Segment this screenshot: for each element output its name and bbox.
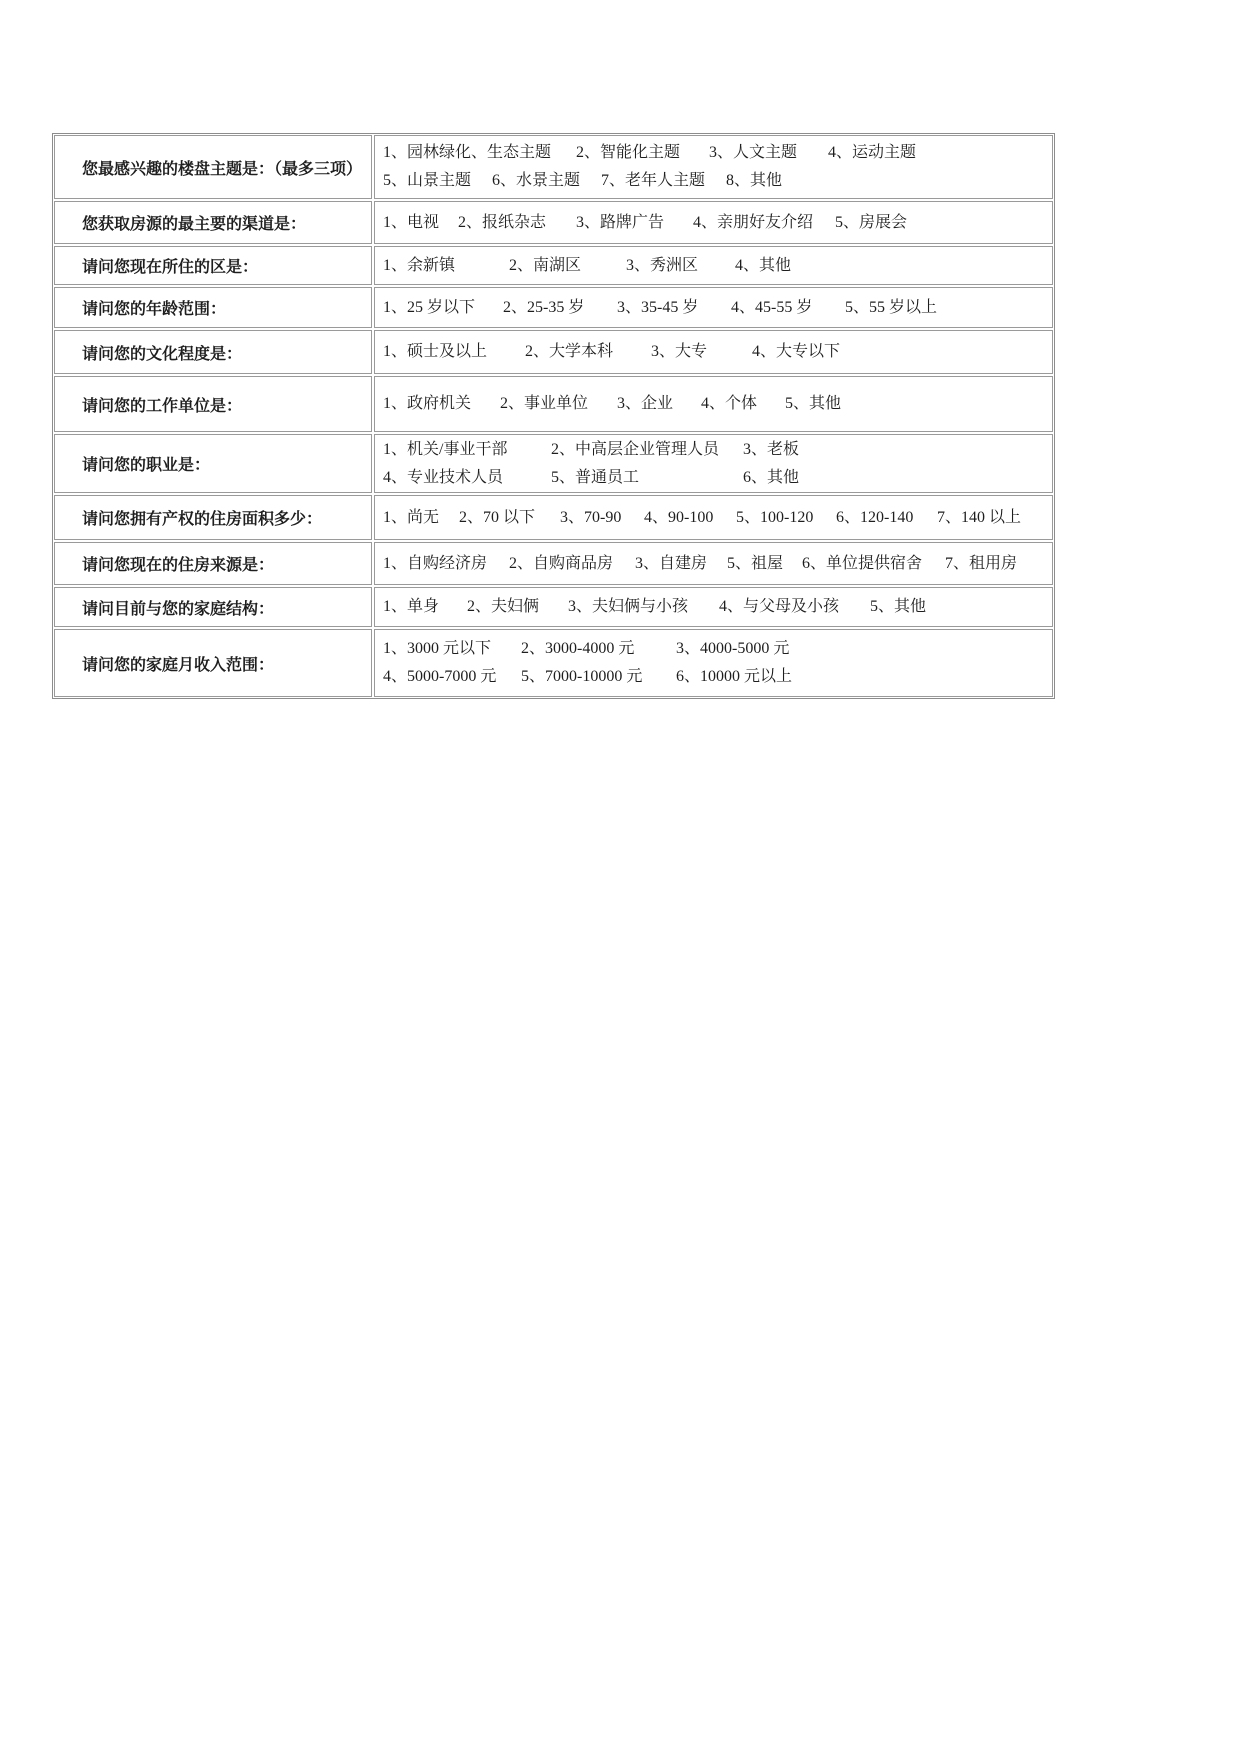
answer-option: 4、专业技术人员 (383, 468, 504, 486)
option-line (383, 167, 1052, 195)
question-row (53, 135, 1054, 199)
answer-option: 3、夫妇俩与小孩 (568, 598, 689, 615)
answer-option: 3、路牌广告 (576, 213, 665, 231)
option-line (383, 464, 1052, 492)
answer-option: 3、人文主题 (709, 144, 798, 161)
answer-option: 1、单身 (383, 598, 440, 615)
answer-option: 1、政府机关 (383, 395, 472, 412)
answer-option: 7、老年人主题 (601, 172, 706, 189)
answer-option: 2、25-35 岁 (503, 298, 585, 316)
question-row (53, 287, 1054, 328)
answer-option: 2、夫妇俩 (467, 598, 540, 615)
option-line (383, 635, 1052, 663)
question-label: 请问您的职业是： (54, 434, 372, 493)
answer-option: 1、自购经济房 (383, 554, 488, 572)
answer-option: 2、自购商品房 (509, 554, 614, 572)
answer-options (374, 201, 1053, 244)
answer-options (374, 587, 1053, 627)
answer-options (374, 287, 1053, 328)
answer-option: 5、55 岁以上 (845, 298, 938, 316)
answer-option: 4、运动主题 (828, 144, 917, 161)
answer-option: 1、25 岁以下 (383, 298, 476, 316)
question-label: 请问您的年龄范围： (54, 287, 372, 328)
answer-option: 1、园林绿化、生态主题 (383, 144, 552, 161)
survey-table (52, 133, 1055, 699)
answer-option: 7、租用房 (945, 554, 1018, 572)
question-label: 您获取房源的最主要的渠道是： (54, 201, 372, 244)
answer-option: 4、个体 (701, 395, 758, 412)
question-label: 请问您现在的住房来源是： (54, 542, 372, 585)
answer-option: 3、35-45 岁 (617, 298, 699, 316)
question-row (53, 587, 1054, 627)
answer-option: 3、秀洲区 (626, 256, 699, 274)
question-label: 请问您的家庭月收入范围： (54, 629, 372, 697)
answer-option: 1、电视 (383, 213, 440, 231)
option-line (383, 338, 1052, 366)
answer-option: 1、余新镇 (383, 256, 456, 274)
option-line (383, 663, 1052, 691)
option-line (383, 139, 1052, 167)
question-row (53, 629, 1054, 697)
answer-option: 2、南湖区 (509, 256, 582, 274)
question-row (53, 201, 1054, 244)
answer-option: 3、大专 (651, 343, 708, 360)
answer-option: 4、5000-7000 元 (383, 668, 497, 685)
option-line (383, 593, 1052, 621)
answer-option: 2、事业单位 (500, 395, 589, 412)
question-row (53, 434, 1054, 493)
answer-option: 2、智能化主题 (576, 144, 681, 161)
answer-option: 6、其他 (743, 468, 800, 486)
option-line (383, 294, 1052, 322)
answer-option: 2、中高层企业管理人员 (551, 440, 720, 458)
answer-option: 2、大学本科 (525, 343, 614, 360)
answer-options (374, 629, 1053, 697)
option-line (383, 209, 1052, 237)
option-line (383, 390, 1052, 418)
answer-option: 1、3000 元以下 (383, 640, 492, 657)
question-label: 请问您的工作单位是： (54, 376, 372, 432)
answer-option: 1、尚无 (383, 508, 440, 526)
option-line (383, 252, 1052, 280)
question-row (53, 246, 1054, 285)
option-line (383, 436, 1052, 464)
answer-option: 1、机关/事业干部 (383, 440, 508, 458)
option-line (383, 550, 1052, 578)
answer-option: 5、7000-10000 元 (521, 668, 643, 685)
question-row (53, 376, 1054, 432)
answer-options (374, 246, 1053, 285)
answer-options (374, 434, 1053, 493)
answer-option: 6、120-140 (836, 508, 914, 526)
answer-option: 8、其他 (726, 172, 783, 189)
answer-option: 4、90-100 (644, 508, 714, 526)
question-row (53, 330, 1054, 374)
answer-option: 3、70-90 (560, 508, 622, 526)
question-row (53, 495, 1054, 540)
answer-option: 2、70 以下 (459, 508, 536, 526)
answer-option: 3、企业 (617, 395, 674, 412)
answer-option: 5、普通员工 (551, 468, 640, 486)
answer-option: 5、100-120 (736, 508, 814, 526)
answer-options (374, 495, 1053, 540)
answer-options (374, 135, 1053, 199)
answer-option: 2、报纸杂志 (458, 213, 547, 231)
question-label: 请问目前与您的家庭结构： (54, 587, 372, 627)
answer-option: 4、其他 (735, 256, 792, 274)
question-label: 您最感兴趣的楼盘主题是：（最多三项） (54, 135, 372, 199)
answer-options (374, 376, 1053, 432)
answer-option: 3、4000-5000 元 (676, 640, 790, 657)
answer-option: 2、3000-4000 元 (521, 640, 635, 657)
answer-option: 4、与父母及小孩 (719, 598, 840, 615)
answer-options (374, 330, 1053, 374)
question-label: 请问您的文化程度是： (54, 330, 372, 374)
question-label: 请问您现在所住的区是： (54, 246, 372, 285)
answer-option: 5、祖屋 (727, 554, 784, 572)
answer-option: 4、亲朋好友介绍 (693, 213, 814, 231)
question-row (53, 542, 1054, 585)
answer-option: 6、单位提供宿舍 (802, 554, 923, 572)
answer-option: 4、45-55 岁 (731, 298, 813, 316)
answer-option: 5、其他 (785, 395, 842, 412)
option-line (383, 504, 1052, 532)
answer-option: 3、老板 (743, 440, 800, 458)
answer-option: 3、自建房 (635, 554, 708, 572)
answer-options (374, 542, 1053, 585)
answer-option: 6、水景主题 (492, 172, 581, 189)
answer-option: 5、山景主题 (383, 172, 472, 189)
question-label: 请问您拥有产权的住房面积多少： (54, 495, 372, 540)
answer-option: 5、其他 (870, 598, 927, 615)
answer-option: 1、硕士及以上 (383, 343, 488, 360)
answer-option: 7、140 以上 (937, 508, 1022, 526)
answer-option: 5、房展会 (835, 213, 908, 231)
answer-option: 4、大专以下 (752, 343, 841, 360)
answer-option: 6、10000 元以上 (676, 668, 793, 685)
